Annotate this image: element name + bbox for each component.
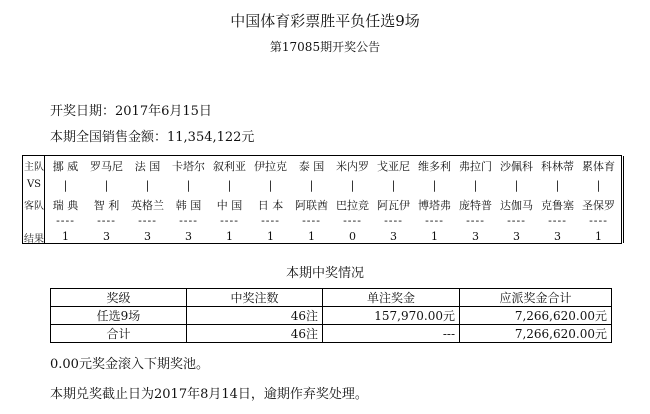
divider-dash: ---- [589,214,608,227]
vs-mark: | [514,179,519,192]
match-result: 3 [390,230,397,243]
home-team: 挪 威 [52,160,79,173]
vs-mark: | [268,179,273,192]
vs-mark: | [309,179,314,192]
away-team: 瑞 典 [52,199,79,212]
header-count: 中奖注数 [187,289,323,307]
divider-dash: ---- [384,214,403,227]
rollover-note: 0.00元奖金滚入下期奖池。 [50,357,209,372]
match-result: 1 [267,230,274,243]
away-team: 克鲁塞 [541,199,574,212]
home-team: 法 国 [134,160,161,173]
issue-subtitle: 第17085期开奖公告 [269,40,381,54]
divider-dash: ---- [261,214,280,227]
prize-level: 合计 [51,325,187,343]
home-team: 科林蒂 [541,160,574,173]
unit-prize: 157,970.00元 [323,307,460,325]
divider-dash: ---- [466,214,485,227]
away-team: 圣保罗 [582,199,615,212]
vs-mark: | [186,179,191,192]
away-team: 阿联酋 [295,199,328,212]
home-team: 沙佩科 [500,160,533,173]
match-result: 3 [185,230,192,243]
divider-dash: ---- [56,214,75,227]
away-team: 阿瓦伊 [377,199,410,212]
away-team: 中 国 [216,199,243,212]
divider-dash: ---- [302,214,321,227]
home-team: 叙利亚 [213,160,246,173]
header-level: 奖级 [51,289,187,307]
vs-mark: | [555,179,560,192]
away-team: 博塔弗 [418,199,451,212]
home-team: 弗拉门 [459,160,492,173]
unit-prize: --- [323,325,460,343]
vs-label: VS [26,179,42,190]
match-result: 0 [349,230,356,243]
page-title: 中国体育彩票胜平负任选9场 [230,12,420,30]
divider-dash: ---- [507,214,526,227]
match-result: 1 [595,230,602,243]
header-total-prize: 应派奖金合计 [460,289,612,307]
home-team: 泰 国 [298,160,325,173]
away-team: 庞特普 [459,199,492,212]
divider-dash: ---- [343,214,362,227]
vs-mark: | [350,179,355,192]
away-team: 韩 国 [175,199,202,212]
vs-mark: | [391,179,396,192]
match-result: 3 [144,230,151,243]
divider-dash: ---- [220,214,239,227]
home-team: 卡塔尔 [172,160,205,173]
away-team: 巴拉竞 [336,199,369,212]
vs-mark: | [227,179,232,192]
match-result: 3 [554,230,561,243]
home-team: 维多利 [418,160,451,173]
home-team: 米内罗 [336,160,369,173]
match-result: 3 [103,230,110,243]
away-team: 英格兰 [131,199,164,212]
prize-table [50,288,612,343]
divider-dash: ---- [179,214,198,227]
winner-count: 46注 [187,325,323,343]
total-prize: 7,266,620.00元 [460,307,612,325]
table-row [51,325,612,343]
home-label: 主队 [24,162,44,173]
match-result: 1 [431,230,438,243]
divider-dash: ---- [97,214,116,227]
winner-count: 46注 [187,307,323,325]
match-result: 3 [513,230,520,243]
away-label: 客队 [24,201,44,212]
divider-dash: ---- [548,214,567,227]
match-result: 3 [472,230,479,243]
vs-mark: | [596,179,601,192]
match-result: 1 [308,230,315,243]
vs-mark: | [63,179,68,192]
home-team: 累体育 [582,160,615,173]
match-table [22,155,622,244]
vs-mark: | [432,179,437,192]
vs-mark: | [473,179,478,192]
vs-mark: | [104,179,109,192]
total-prize: 7,266,620.00元 [460,325,612,343]
prize-level: 任选9场 [51,307,187,325]
prize-section-title: 本期中奖情况 [285,266,364,281]
header-unit-prize: 单注奖金 [323,289,460,307]
away-team: 日 本 [257,199,284,212]
draw-date: 开奖日期：2017年6月15日 [50,104,212,119]
vs-mark: | [145,179,150,192]
away-team: 达伽马 [500,199,533,212]
table-row [51,307,612,325]
match-result: 1 [62,230,69,243]
sales-amount: 本期全国销售金额：11,354,122元 [50,130,255,145]
home-team: 戈亚尼 [377,160,410,173]
divider-dash: ---- [425,214,444,227]
deadline-note: 本期兑奖截止日为2017年8月14日，逾期作弃奖处理。 [50,387,368,402]
result-label: 结果 [24,234,44,245]
home-team: 伊拉克 [254,160,287,173]
match-result: 1 [226,230,233,243]
prize-table-header [51,289,612,307]
away-team: 智 利 [93,199,120,212]
home-team: 罗马尼 [90,160,123,173]
divider-dash: ---- [138,214,157,227]
